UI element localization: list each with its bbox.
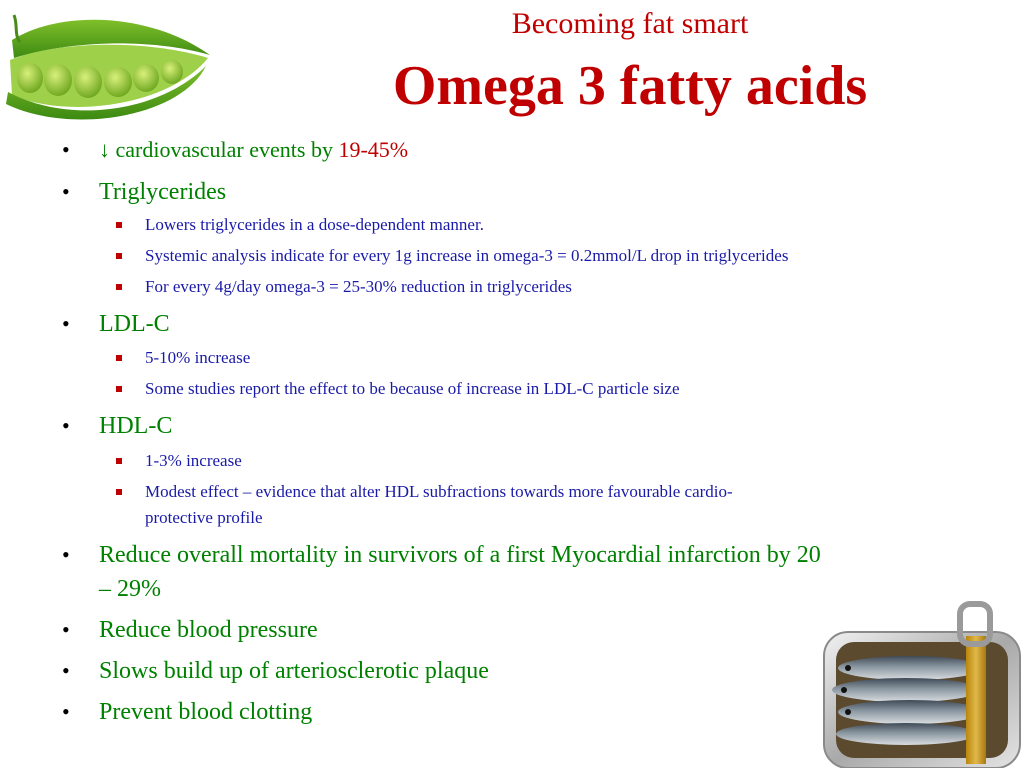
bullet-marker: •	[62, 413, 70, 438]
bullet-marker: •	[62, 658, 70, 683]
bullet-marker: •	[62, 542, 70, 567]
bullet-marker: •	[62, 699, 70, 724]
sardine-tin-image	[790, 596, 1024, 768]
sub-item-ldl-2: Some studies report the effect to be because of increase in LDL-C particle size	[145, 379, 680, 398]
sub-item-triglycerides-3: For every 4g/day omega-3 = 25-30% reduction in triglycerides	[145, 277, 572, 296]
sub-bullet-marker	[116, 386, 122, 392]
list-item-hdl-c: HDL-C	[99, 413, 173, 439]
sub-item-hdl-2-line-1: Modest effect – evidence that alter HDL subfractions towards more favourable cardio-	[145, 482, 733, 501]
bullet-marker: •	[62, 311, 70, 336]
list-item-mortality-line-2: – 29%	[99, 576, 161, 602]
list-item-triglycerides: Triglycerides	[99, 179, 227, 205]
sub-item-hdl-2-line-2: protective profile	[145, 508, 263, 527]
list-item-blood-pressure: Reduce blood pressure	[99, 617, 318, 643]
list-item-ldl-c: LDL-C	[99, 311, 170, 337]
list-item-plaque: Slows build up of arteriosclerotic plaque	[99, 658, 489, 684]
highlight-value: 19-45%	[338, 137, 409, 162]
sub-bullet-marker	[116, 458, 122, 464]
sub-bullet-marker	[116, 355, 122, 361]
slide-title: Omega 3 fatty acids	[392, 55, 868, 117]
list-item-text: cardiovascular events by	[110, 137, 339, 162]
bullet-marker: •	[62, 137, 70, 162]
list-item-blood-clotting: Prevent blood clotting	[99, 699, 313, 725]
sub-item-ldl-1: 5-10% increase	[145, 348, 251, 367]
sub-item-hdl-1: 1-3% increase	[145, 451, 242, 470]
sub-bullet-marker	[116, 253, 122, 259]
sub-bullet-marker	[116, 222, 122, 228]
list-item-cardiovascular-events	[99, 134, 408, 166]
bullet-marker: •	[62, 179, 70, 204]
list-item-mortality-line-1: Reduce overall mortality in survivors of a first Myocardial infarction by 20	[99, 542, 821, 568]
sub-item-triglycerides-1: Lowers triglycerides in a dose-dependent manner.	[145, 215, 484, 234]
sub-bullet-marker	[116, 489, 122, 495]
slide-subtitle: Becoming fat smart	[511, 7, 749, 40]
sub-bullet-marker	[116, 284, 122, 290]
bullet-marker: •	[62, 617, 70, 642]
sub-item-triglycerides-2: Systemic analysis indicate for every 1g increase in omega-3 = 0.2mmol/L drop in triglycerides	[145, 246, 789, 265]
down-arrow-icon: ↓	[99, 137, 110, 162]
